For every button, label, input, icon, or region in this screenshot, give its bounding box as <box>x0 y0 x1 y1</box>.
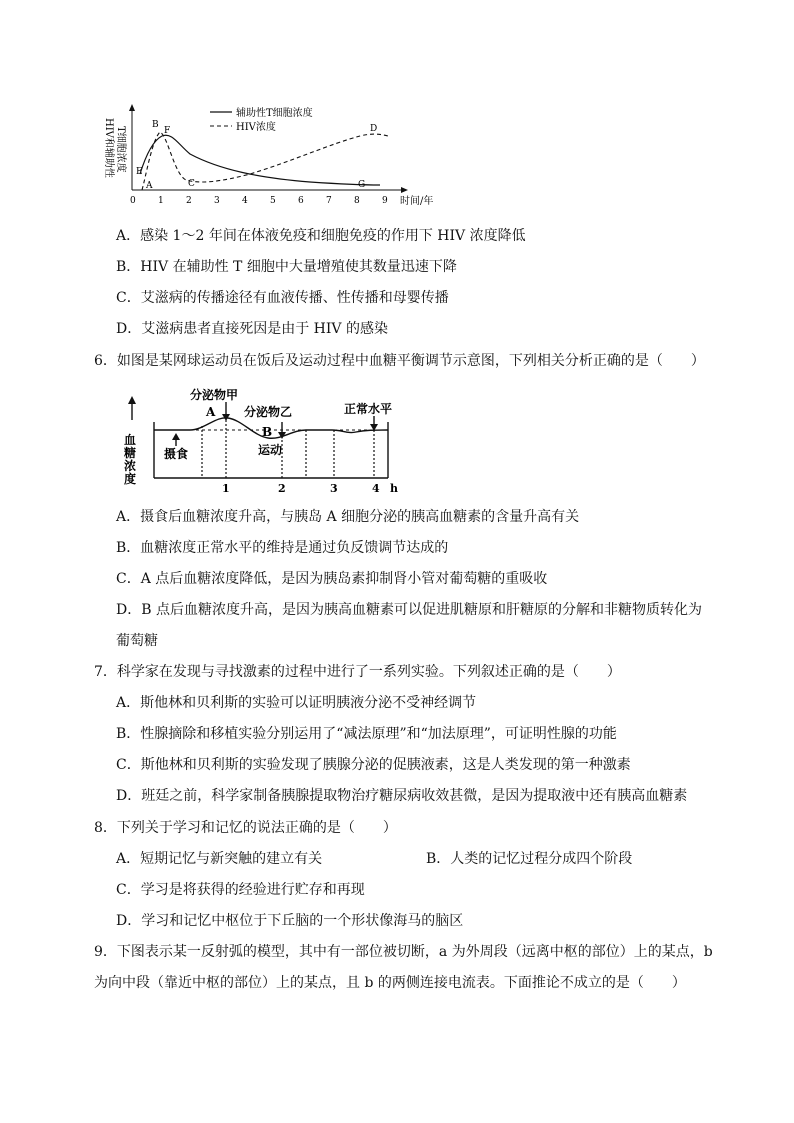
eat-arrow-head <box>172 433 180 440</box>
q6-option-d: D．B 点后血糖浓度升高，是因为胰高血糖素可以促进肌糖原和肝糖原的分解和非糖物质转化为 <box>116 602 702 618</box>
fig1-x-ticks <box>130 196 388 206</box>
fig2-tick-2: 2 <box>278 482 286 495</box>
q7-option-d: D．班廷之前，科学家制备胰腺提取物治疗糖尿病收效甚微，是因为提取液中还有胰高血糖素 <box>116 788 688 804</box>
fig1-point-f: F <box>164 126 171 136</box>
label-secretion-b: 分泌物乙 <box>244 405 293 419</box>
fig2-y-arrow-head <box>128 396 136 404</box>
fig1-point-g: G <box>358 180 366 190</box>
fig2-ylabel-3: 度 <box>124 472 137 486</box>
fig1-tick-1: 1 <box>158 196 164 206</box>
fig1-y-arrow <box>129 104 135 111</box>
fig1-point-c: C <box>188 179 195 189</box>
q7-option-b: B．性腺摘除和移植实验分别运用了“减法原理”和“加法原理”，可证明性腺的功能 <box>116 726 617 742</box>
label-eat: 摄食 <box>164 447 189 461</box>
q5-option-b: B．HIV 在辅助性 T 细胞中大量增殖使其数量迅速下降 <box>116 259 457 275</box>
q5-option-a: A．感染 1～2 年间在体液免疫和细胞免疫的作用下 HIV 浓度降低 <box>116 228 526 244</box>
label-point-b: B <box>262 425 273 439</box>
blood-glucose-figure <box>118 386 418 498</box>
fig2-tick-3: 3 <box>330 482 338 495</box>
q6-stem: 6．如图是某网球运动员在饭后及运动过程中血糖平衡调节示意图，下列相关分析正确的是（ ） <box>94 353 705 369</box>
fig1-tick-9: 9 <box>382 196 388 206</box>
fig1-tick-4: 4 <box>242 196 248 206</box>
q8-option-c: C．学习是将获得的经验进行贮存和再现 <box>116 882 365 898</box>
q7-option-c: C．斯他林和贝利斯的实验发现了胰腺分泌的促胰液素，这是人类发现的第一种激素 <box>116 757 631 773</box>
q6-option-c: C．A 点后血糖浓度降低，是因为胰岛素抑制肾小管对葡萄糖的重吸收 <box>116 571 548 587</box>
fig1-tick-6: 6 <box>298 196 304 206</box>
tcell-curve <box>140 135 380 185</box>
q6-option-b: B．血糖浓度正常水平的维持是通过负反馈调节达成的 <box>116 540 449 556</box>
fig1-tick-5: 5 <box>270 196 276 206</box>
fig2-x-unit: h <box>390 482 398 495</box>
fig1-xlabel: 时间/年 <box>400 196 434 207</box>
q9-stem-line1: 9．下图表示某一反射弧的模型，其中有一部位被切断，a 为外周段（远离中枢的部位）上的某点，b <box>94 944 713 960</box>
q6-option-d-continued: 葡萄糖 <box>116 633 158 649</box>
hiv-curve <box>142 132 388 190</box>
fig1-point-a: A <box>146 181 153 191</box>
q8-option-a: A．短期记忆与新突触的建立有关 <box>116 851 323 867</box>
fig1-point-d: D <box>370 124 378 134</box>
fig1-ylabel-line2: T细胞浓度 <box>115 126 126 173</box>
q5-option-c: C．艾滋病的传播途径有血液传播、性传播和母婴传播 <box>116 290 449 306</box>
q6-option-a: A．摄食后血糖浓度升高，与胰岛 A 细胞分泌的胰高血糖素的含量升高有关 <box>116 509 580 525</box>
fig2-tick-1: 1 <box>222 482 230 495</box>
fig1-point-b: B <box>152 120 159 130</box>
fig2-ylabel-0: 血 <box>124 433 137 447</box>
fig1-tick-8: 8 <box>354 196 360 206</box>
label-secretion-a: 分泌物甲 <box>190 388 239 402</box>
fig1-tick-0: 0 <box>130 196 136 206</box>
fig2-ylabel-1: 糖 <box>124 446 137 460</box>
q5-option-d: D．艾滋病患者直接死因是由于 HIV 的感染 <box>116 321 388 337</box>
q8-option-d: D．学习和记忆中枢位于下丘脑的一个形状像海马的脑区 <box>116 913 464 929</box>
legend-dashed-label: HIV浓度 <box>236 122 276 133</box>
label-point-a: A <box>206 405 216 419</box>
fig2-ylabel-2: 浓 <box>124 459 137 473</box>
q9-stem-line2: 为向中段（靠近中枢的部位）上的某点，且 b 的两侧连接电流表。下面推论不成立的是（ ） <box>94 975 686 991</box>
q8-stem: 8．下列关于学习和记忆的说法正确的是（ ） <box>94 820 397 836</box>
fig2-tick-4: 4 <box>372 482 380 495</box>
hiv-tcell-figure <box>90 96 460 216</box>
q7-option-a: A．斯他林和贝利斯的实验可以证明胰液分泌不受神经调节 <box>116 695 477 711</box>
fig1-point-e: E <box>136 167 143 177</box>
q7-stem: 7．科学家在发现与寻找激素的过程中进行了一系列实验。下列叙述正确的是（ ） <box>94 664 621 680</box>
legend-solid-label: 辅助性T细胞浓度 <box>236 108 313 119</box>
q8-option-b: B．人类的记忆过程分成四个阶段 <box>426 851 633 867</box>
fig1-x-arrow <box>401 187 408 193</box>
fig1-tick-2: 2 <box>186 196 192 206</box>
label-normal: 正常水平 <box>344 402 393 416</box>
fig1-ylabel-line1: HIV和辅助性 <box>103 118 114 178</box>
label-exercise: 运动 <box>258 443 283 457</box>
fig1-tick-3: 3 <box>214 196 220 206</box>
fig1-tick-7: 7 <box>326 196 332 206</box>
